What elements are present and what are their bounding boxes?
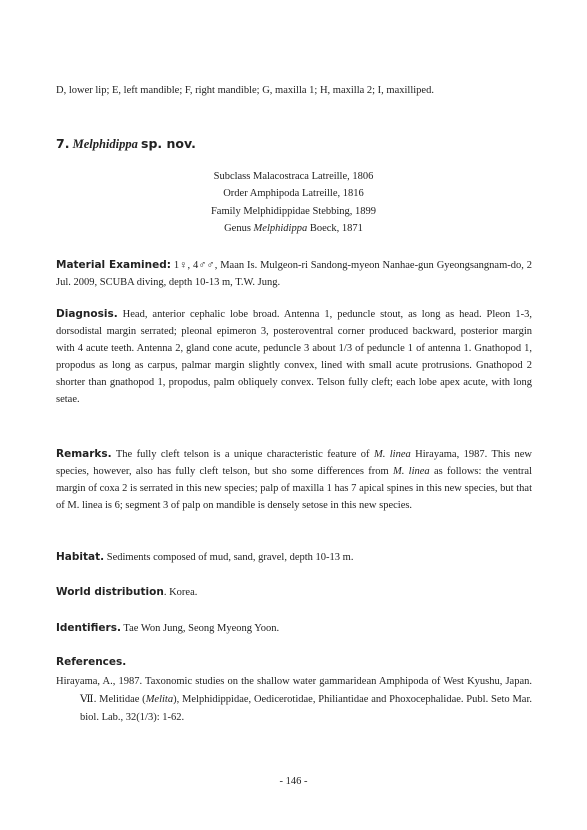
references-title: References.: [56, 656, 127, 668]
species-ref-2: M. linea: [392, 466, 430, 477]
remarks-text-3: as follows: the ventral margin of coxa 2 is serrated in this new species; palp of maxilla 1 has 7 apical spines in this new species, but that of M. linea is 6; segment 3 of palp on mandible is densely setose in this new species.: [56, 466, 532, 511]
taxonomy-subclass: Subclass Malacostraca Latreille, 1806: [213, 171, 374, 182]
remarks-section: [56, 446, 532, 514]
taxonomy-family: Family Melphidippidae Stebbing, 1899: [210, 206, 377, 217]
diagnosis-section: [56, 306, 532, 408]
page-number: - 146 -: [279, 776, 308, 787]
material-section: [56, 257, 532, 291]
reference-text-1: Hirayama, A., 1987. Taxonomic studies on the shallow water gammaridean Amphipoda of West Kyushu, Japan. Ⅶ. Melitidae (: [56, 676, 532, 705]
reference-text-2: ), Melphidippidae, Oedicerotidae, Philiantidae and Phoxocephalidae. Publ. Seto Mar. biol. Lab., 32(1/3): 1-62.: [80, 694, 532, 723]
species-genus: Melphidippa: [72, 137, 138, 151]
distribution-label: World distribution: [56, 586, 164, 598]
remarks-text-2: Hirayama, 1987. This new species, however, also has fully cleft telson, but sho some differences from: [56, 449, 533, 477]
taxonomy-genus-prefix: Genus: [224, 223, 251, 234]
diagnosis-text: Head, anterior cephalic lobe broad. Antenna 1, peduncle stout, as long as head. Pleon 1-3, dorsodistal margin serrated; pleonal epimeron 3, posteroventral corner produced backward, posterior margin with 4 acute teeth. Antenna 2, gland cone acute, peduncle 3 about 1/3 of peduncle 1 of antenna 1. Gnathopod 1, propodus as long as carpus, palmar margin slightly convex, lined with small acute protrusions. Gnathopod 2 shorter than gnathopod 1, propodus, palm obliquely convex. Telson fully cleft; each lobe apex acute, with long setae.: [56, 309, 533, 405]
taxonomy-genus-author: Boeck, 1871: [309, 223, 363, 234]
species-heading: [56, 136, 196, 152]
species-ref-1: M. linea: [373, 449, 411, 460]
remarks-label: Remarks.: [56, 448, 112, 460]
distribution-section: [56, 584, 532, 601]
habitat-label: Habitat.: [56, 551, 105, 563]
taxonomy-genus: [0, 222, 587, 236]
remarks-text-1: The fully cleft telson is a unique characteristic feature of: [115, 449, 370, 460]
figure-caption: D, lower lip; E, left mandible; F, right mandible; G, maxilla 1; H, maxilla 2; I, maxilliped.: [56, 85, 434, 96]
material-text: 1♀, 4♂♂, Maan Is. Mulgeon-ri Sandong-myeon Nanhae-gun Gyeongsangnam-do, 2 Jul. 2009, SCUBA diving, depth 10-13 m, T.W. Jung.: [56, 260, 533, 288]
diagnosis-label: Diagnosis.: [56, 308, 118, 320]
reference-genus: Melita: [145, 694, 174, 705]
identifiers-text: Tae Won Jung, Seong Myeong Yoon.: [123, 623, 280, 634]
identifiers-section: [56, 620, 532, 637]
species-number: 7.: [56, 136, 70, 151]
taxonomy-genus-name: Melphidippa: [253, 223, 308, 234]
taxonomy-order: Order Amphipoda Latreille, 1816: [223, 188, 364, 199]
identifiers-label: Identifiers.: [56, 622, 121, 634]
distribution-text: . Korea.: [163, 587, 198, 598]
material-label: Material Examined:: [56, 259, 171, 271]
habitat-section: [56, 549, 532, 566]
species-suffix: sp. nov.: [141, 136, 196, 151]
habitat-text: Sediments composed of mud, sand, gravel, depth 10-13 m.: [106, 552, 354, 563]
reference-entry: [56, 673, 532, 727]
